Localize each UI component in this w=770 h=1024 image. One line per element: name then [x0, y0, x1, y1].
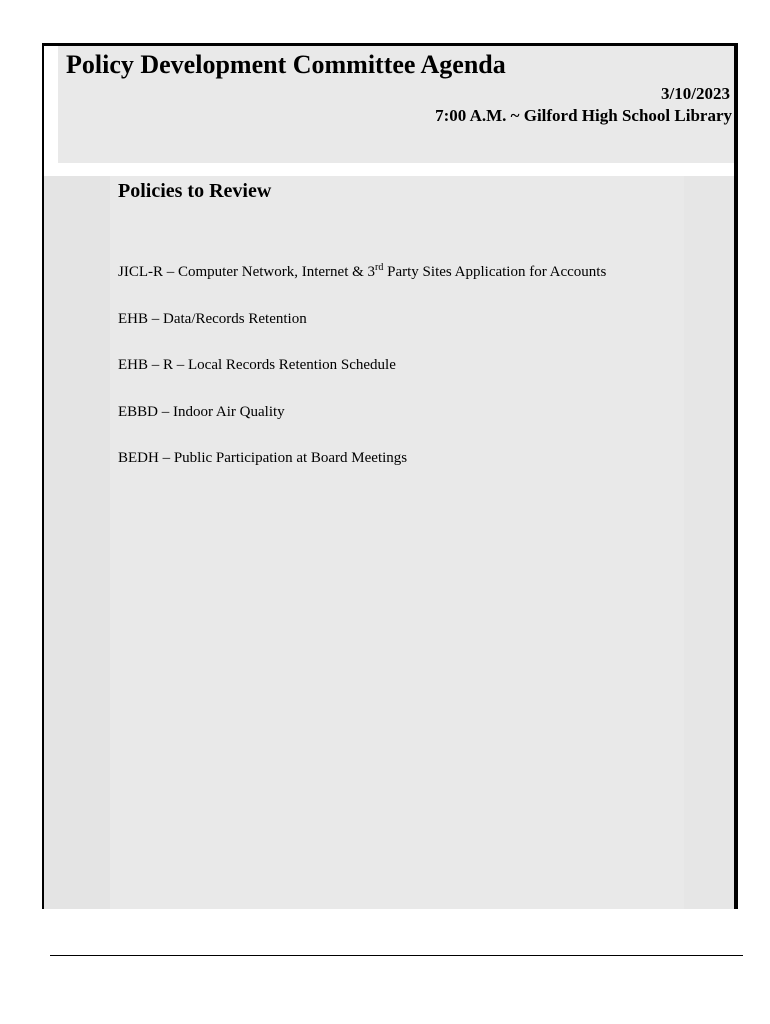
section-heading: Policies to Review — [118, 180, 272, 202]
meeting-date: 3/10/2023 — [661, 84, 730, 103]
policy-item — [118, 355, 606, 402]
policy-text: BEDH – Public Participation at Board Meetings — [118, 450, 408, 466]
policy-superscript: rd — [375, 262, 384, 273]
policy-text: EBBD – Indoor Air Quality — [118, 403, 285, 420]
footer-rule — [50, 955, 743, 956]
agenda-title: Policy Development Committee Agenda — [66, 50, 506, 79]
content-left-strip — [44, 176, 110, 909]
policy-text: EHB – Data/Records Retention — [118, 310, 307, 327]
content-right-strip — [684, 176, 734, 909]
policy-list — [118, 262, 606, 495]
meeting-time-location: 7:00 A.M. ~ Gilford High School Library — [435, 106, 732, 125]
policy-text: EHB – R – Local Records Retention Schedule — [118, 357, 396, 373]
policy-text: JICL-R – Computer Network, Internet & 3 — [118, 264, 376, 280]
policy-item — [118, 448, 606, 495]
policy-item — [118, 402, 606, 449]
policy-item — [118, 309, 606, 356]
policy-item — [118, 262, 606, 309]
policy-text-continued: Party Sites Application for Accounts — [383, 264, 607, 280]
